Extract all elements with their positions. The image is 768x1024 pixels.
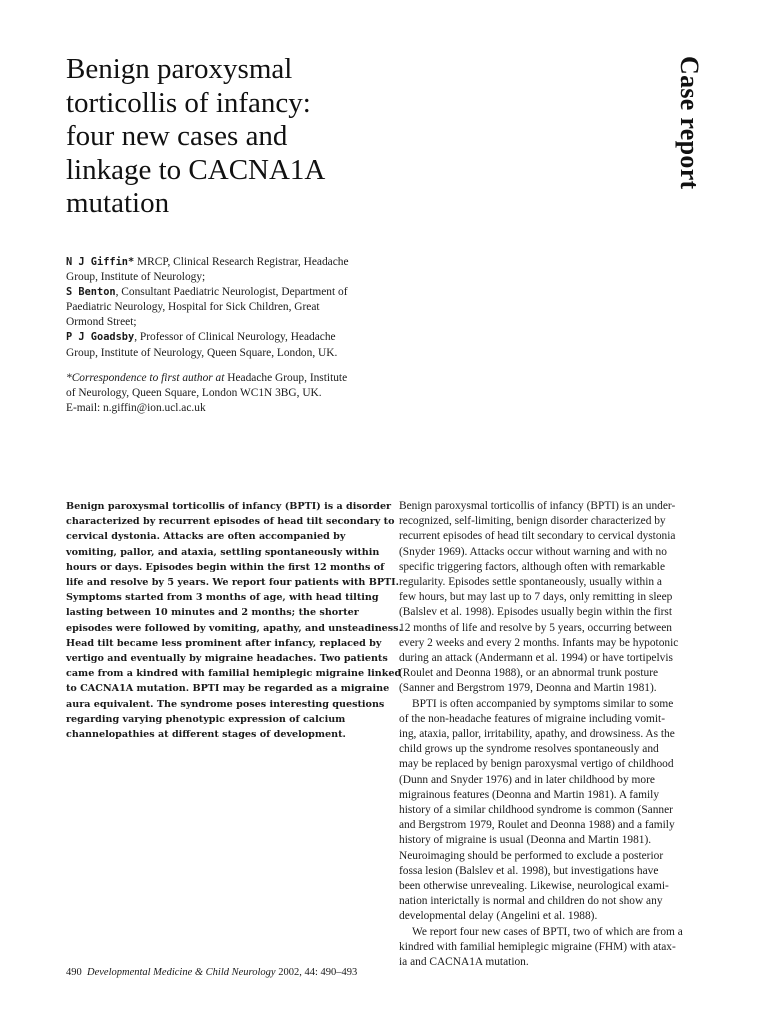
title-line: torticollis of infancy:: [66, 86, 311, 119]
body-line: specific triggering factors, although often with remarkable: [399, 560, 666, 573]
body-text: [399, 499, 705, 970]
abstract-line: characterized by recurrent episodes of head tilt secondary to: [66, 516, 395, 528]
author-line: Ormond Street;: [66, 316, 137, 329]
correspondence: [66, 371, 386, 416]
abstract-line: aura equivalent. The syndrome poses interesting questions: [66, 698, 385, 710]
body-line: (Roulet and Deonna 1988), or an abnormal trunk posture: [399, 667, 659, 680]
author-affiliations: [66, 255, 376, 361]
author-line: Group, Institute of Neurology;: [66, 271, 206, 284]
body-line: ing, ataxia, pallor, irritability, apathy, and drowsiness. As the: [399, 728, 675, 741]
abstract-line: episodes were followed by vomiting, apathy, and unsteadiness.: [66, 622, 402, 634]
body-line: nation interictally is normal and children do not show any: [399, 895, 663, 908]
body-line: developmental delay (Angelini et al. 1988).: [399, 910, 598, 923]
abstract: [66, 499, 402, 742]
body-line: of the non-headache features of migraine including vomit-: [399, 712, 666, 725]
author-line: Group, Institute of Neurology, Queen Square, London, UK.: [66, 346, 338, 359]
body-line: (Dunn and Snyder 1976) and in later childhood by more: [399, 773, 655, 786]
author-name: N J Giffin*: [66, 256, 135, 268]
body-line: recurrent episodes of head tilt secondary to cervical dystonia: [399, 530, 676, 543]
abstract-line: Benign paroxysmal torticollis of infancy (BPTI) is a disorder: [66, 501, 392, 512]
title-line: Benign paroxysmal: [66, 53, 293, 85]
body-line: and Bergstrom 1979, Roulet and Deonna 1988) and a family: [399, 819, 675, 832]
author-line: Paediatric Neurology, Hospital for Sick Children, Great: [66, 301, 320, 314]
body-line: history of a similar childhood syndrome is common (Sanner: [399, 804, 673, 817]
abstract-line: to CACNA1A mutation. BPTI may be regarded as a migraine: [66, 683, 390, 695]
article-title: [66, 53, 396, 221]
body-line: regularity. Episodes settle spontaneously, usually within a: [399, 576, 662, 589]
body-line: BPTI is often accompanied by symptoms similar to some: [412, 697, 674, 710]
body-line: ia and CACNA1A mutation.: [399, 956, 529, 969]
author-line: [66, 285, 376, 300]
author-line: [66, 255, 376, 270]
body-line: (Balslev et al. 1998). Episodes usually begin within the first: [399, 606, 673, 619]
body-line: (Sanner and Bergstrom 1979, Deonna and Martin 1981).: [399, 682, 657, 695]
body-line: We report four new cases of BPTI, two of which are from a: [412, 925, 683, 938]
author-affiliation: MRCP, Clinical Research Registrar, Headache: [134, 256, 349, 268]
author-name: P J Goadsby: [66, 331, 135, 344]
correspondence-line: of Neurology, Queen Square, London WC1N 3BG, UK.: [66, 387, 322, 400]
abstract-line: regarding varying phenotypic expression of calcium: [66, 713, 346, 725]
correspondence-address: Headache Group, Institute: [224, 372, 348, 384]
abstract-line: vertigo and eventually by migraine headaches. Two patients: [66, 653, 388, 665]
title-line: mutation: [66, 187, 170, 219]
journal-name: Developmental Medicine & Child Neurology: [87, 967, 276, 978]
body-line: Neuroimaging should be performed to exclude a posterior: [399, 849, 664, 862]
body-line: recognized, self-limiting, benign disorder characterized by: [399, 515, 666, 528]
correspondence-line: [66, 371, 386, 386]
body-line: every 2 weeks and every 2 months. Infants may be hypotonic: [399, 636, 679, 649]
abstract-line: came from a kindred with familial hemiplegic migraine linked: [66, 668, 402, 680]
abstract-line: cervical dystonia. Attacks are often accompanied by: [66, 531, 346, 543]
body-line: migrainous features (Deonna and Martin 1981). A family: [399, 788, 660, 801]
abstract-line: channelopathies at different stages of development.: [66, 729, 346, 741]
correspondence-email: E-mail: n.giffin@ion.ucl.ac.uk: [66, 402, 206, 415]
section-label: Case report: [675, 56, 704, 190]
abstract-line: vomiting, pallor, and ataxia, settling spontaneously within: [66, 546, 380, 558]
page-number: 490: [66, 967, 82, 978]
abstract-line: Symptoms started from 3 months of age, with head tilting: [66, 592, 379, 604]
body-line: kindred with familial hemiplegic migraine (FHM) with atax-: [399, 940, 676, 953]
body-line: 12 months of life and resolve by 5 years, occurring between: [399, 621, 672, 634]
body-line: (Snyder 1969). Attacks occur without warning and with no: [399, 545, 667, 558]
title-line: linkage to CACNA1A: [66, 153, 326, 186]
body-line: may be replaced by benign paroxysmal vertigo of childhood: [399, 758, 674, 771]
author-name: S Benton: [66, 286, 116, 299]
abstract-line: life and resolve by 5 years. We report four patients with BPTI.: [66, 577, 400, 589]
body-line: Benign paroxysmal torticollis of infancy (BPTI) is an under-: [399, 500, 676, 512]
correspondence-lead: *Correspondence to first author at: [66, 372, 225, 384]
abstract-line: hours or days. Episodes begin within the first 12 months of: [66, 561, 385, 573]
body-line: been otherwise unrevealing. Likewise, neurological exami-: [399, 880, 669, 893]
abstract-line: lasting between 10 minutes and 2 months; the shorter: [66, 607, 359, 619]
journal-citation: 2002, 44: 490–493: [278, 967, 358, 978]
author-affiliation: , Consultant Paediatric Neurologist, Department of: [115, 286, 348, 299]
author-line: [66, 330, 376, 345]
body-line: child grows up the syndrome resolves spontaneously and: [399, 743, 659, 756]
body-line: history of migraine is usual (Deonna and Martin 1981).: [399, 834, 652, 847]
body-line: few hours, but may last up to 7 days, only remitting in sleep: [399, 591, 673, 604]
page-footer: [66, 967, 357, 978]
author-affiliation: , Professor of Clinical Neurology, Headache: [134, 331, 336, 344]
abstract-line: Head tilt became less prominent after infancy, replaced by: [66, 637, 382, 649]
title-line: four new cases and: [66, 120, 288, 152]
body-line: fossa lesion (Balslev et al. 1998), but investigations have: [399, 864, 659, 877]
body-line: during an attack (Andermann et al. 1994) or have tortipelvis: [399, 652, 673, 665]
